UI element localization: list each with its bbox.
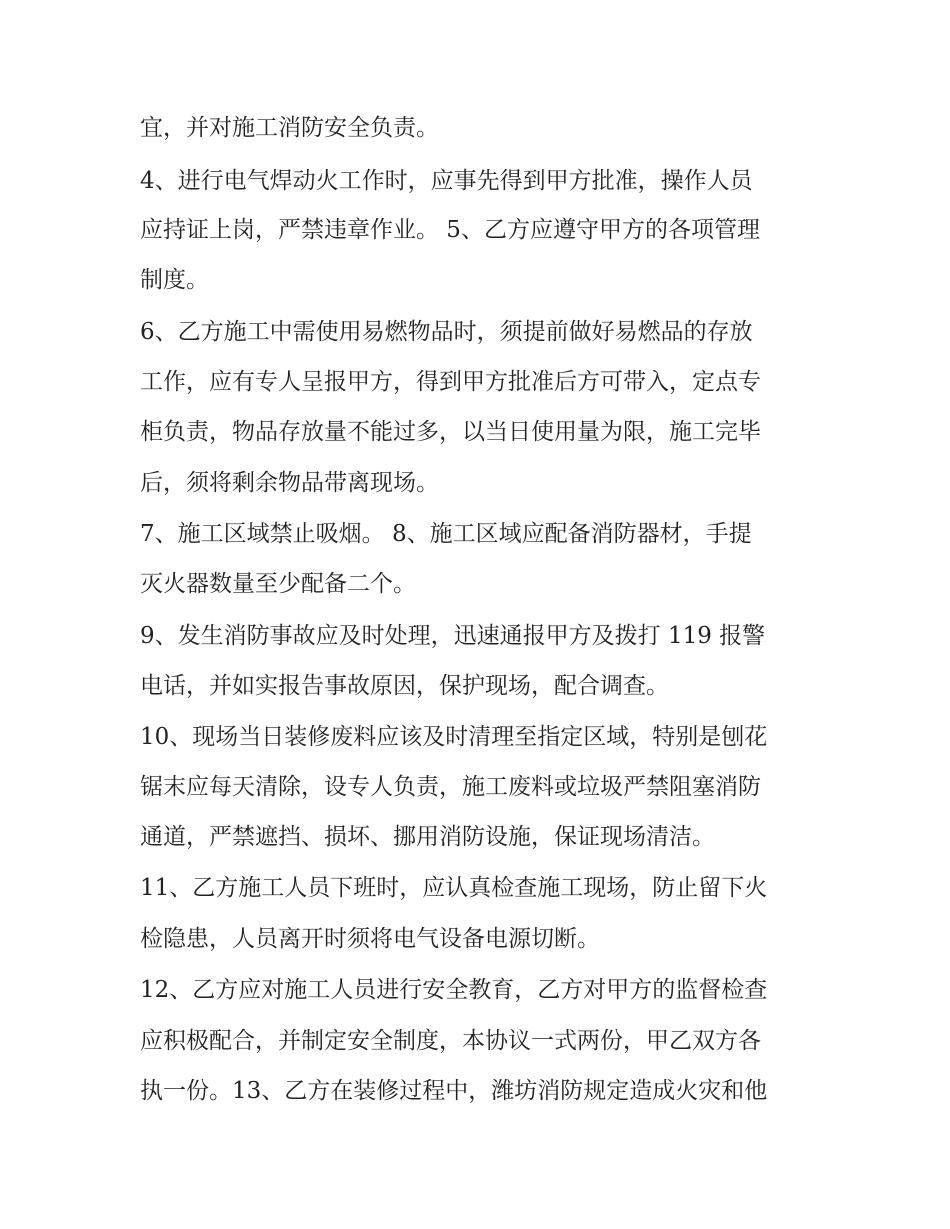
text-line: 9、发生消防事故应及时处理，迅速通报甲方及拨打 119 报警: [140, 623, 766, 649]
text-line: 柜负责，物品存放量不能过多，以当日使用量为限，施工完毕: [140, 419, 761, 445]
text-line: 通道，严禁遮挡、损坏、挪用消防设施，保证现场清洁。: [140, 824, 715, 850]
text-line: 锯末应每天清除，设专人负责，施工废料或垃圾严禁阻塞消防: [140, 774, 761, 800]
text-line: 应积极配合，并制定安全制度，本协议一式两份，甲乙双方各: [140, 1028, 761, 1054]
text-line: 11、乙方施工人员下班时，应认真检查施工现场，防止留下火: [140, 875, 768, 901]
text-line: 工作，应有专人呈报甲方，得到甲方批准后方可带入，定点专: [140, 369, 761, 395]
text-line: 检隐患，人员离开时须将电气设备电源切断。: [140, 926, 600, 952]
text-line: 10、现场当日装修废料应该及时清理至指定区域，特别是刨花: [140, 724, 768, 750]
text-line: 执一份。13、乙方在装修过程中，潍坊消防规定造成火灾和他: [140, 1078, 768, 1104]
text-line: 7、施工区域禁止吸烟。 8、施工区域应配备消防器材，手提: [140, 521, 752, 547]
text-line: 应持证上岗，严禁违章作业。 5、乙方应遵守甲方的各项管理: [140, 217, 760, 243]
text-line: 制度。: [140, 267, 209, 293]
text-line: 宜，并对施工消防安全负责。: [140, 115, 439, 141]
text-line: 12、乙方应对施工人员进行安全教育，乙方对甲方的监督检查: [140, 977, 768, 1003]
text-line: 4、进行电气焊动火工作时，应事先得到甲方批准，操作人员: [140, 168, 753, 194]
text-line: 6、乙方施工中需使用易燃物品时，须提前做好易燃品的存放: [140, 319, 753, 345]
text-line: 灭火器数量至少配备二个。: [140, 571, 416, 597]
text-line: 电话，并如实报告事故原因，保护现场，配合调查。: [140, 673, 669, 699]
text-line: 后，须将剩余物品带离现场。: [140, 470, 439, 496]
